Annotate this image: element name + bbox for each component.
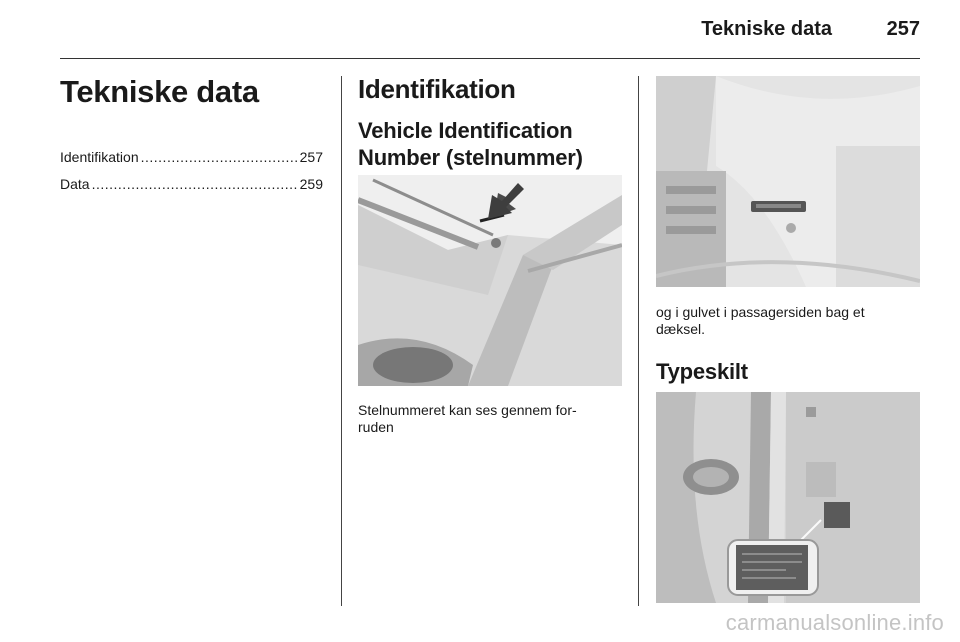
toc-entry-data[interactable] [60,176,323,203]
caption-line: dæksel. [656,321,706,337]
floor-vin-illustration [656,76,920,287]
subsection-title-vin [358,117,583,171]
caption-line: ruden [358,419,394,435]
section-title-identifikation: Identifikation [358,74,516,104]
subsection-title-line: Number (stelnummer) [358,145,583,170]
header-rule [60,58,920,59]
caption-line: og i gulvet i passagersiden bag et [656,304,865,320]
toc-entry-identifikation[interactable] [60,149,323,176]
toc-entry-label: Data [60,176,90,192]
caption-vin-location [358,402,577,436]
caption-line: Stelnummeret kan ses gennem for- [358,402,577,418]
chapter-title: Tekniske data [60,74,259,109]
subsection-title-line: Vehicle Identification [358,118,573,143]
column-divider-right [638,76,639,606]
toc-entry-label: Identifikation [60,149,139,165]
typeskilt-photo [656,392,920,603]
toc-leader-dots [92,176,298,192]
toc-entry-page: 257 [299,149,323,165]
toc-entry-page: 259 [299,176,323,192]
windshield-vin-illustration [358,175,622,386]
floor-vin-photo [656,76,920,287]
running-header-title: Tekniske data [701,18,832,40]
toc-leader-dots [141,149,298,165]
typeskilt-illustration [656,392,920,603]
page-number: 257 [886,18,920,40]
subsection-title-typeskilt: Typeskilt [656,359,748,384]
watermark: carmanualsonline.info [725,610,944,635]
caption-floor-location [656,304,865,338]
column-divider-left [341,76,342,606]
table-of-contents [60,149,323,203]
windshield-vin-photo [358,175,622,386]
